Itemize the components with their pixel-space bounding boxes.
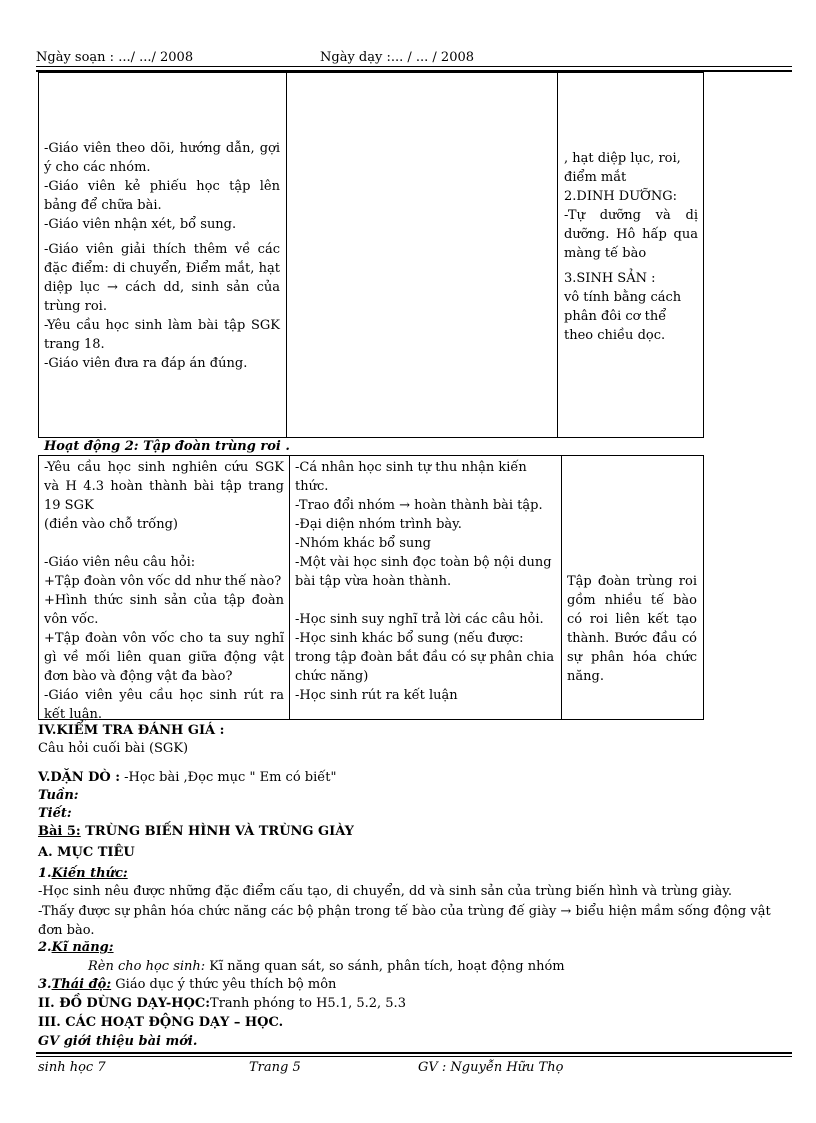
gioi-thieu: GV giới thiệu bài mới. — [38, 1034, 198, 1049]
t2-teacher-line: (điền vào chỗ trống) — [44, 517, 179, 532]
t2-content-text: Tập đoàn trùng roi gồm nhiều tế bào có roi liên kết tạo thành. Bước đầu có sự phân hóa chức năng. — [567, 574, 697, 684]
table-1-divider-2 — [557, 72, 558, 437]
do-dung — [38, 996, 406, 1011]
tuan-label: Tuần: — [38, 788, 79, 803]
t1-teacher-line: -Giáo viên kẻ phiếu học tập lên bảng để chữa bài. — [44, 179, 280, 213]
lesson-name: TRÙNG BIẾN HÌNH VÀ TRÙNG GIÀY — [80, 824, 354, 839]
footer-teacher: GV : Nguyễn Hữu Thọ — [418, 1060, 564, 1075]
do-dung-text: Tranh phóng to H5.1, 5.2, 5.3 — [210, 996, 406, 1011]
t1-content-line: , hạt diệp lục, roi, điểm mắt — [564, 151, 681, 185]
t2-student-line: -Cá nhân học sinh tự thu nhận kiến thức. — [295, 460, 527, 494]
ki-nang-text — [88, 959, 565, 974]
t2-teacher-line: -Giáo viên nêu câu hỏi: — [44, 555, 196, 570]
header-rule-thin — [36, 66, 792, 67]
t1-content-heading: 2.DINH DƯỠNG: — [564, 189, 677, 204]
lesson-title — [38, 824, 354, 839]
section-5 — [38, 770, 336, 785]
t1-content-heading: 3.SINH SẢN : — [564, 271, 656, 286]
t1-teacher-line: -Giáo viên giải thích thêm về các đặc điểm: di chuyển, Điểm mắt, hạt diệp lục → cách dd, sinh sản của trùng roi. — [44, 242, 280, 314]
ki-nang-body: Kĩ năng quan sát, so sánh, phân tích, hoạt động nhóm — [205, 959, 565, 974]
muc-tieu-heading: A. MỤC TIÊU — [38, 845, 135, 860]
kien-thuc-label: Kiến thức: — [51, 866, 128, 881]
activity-2-title: Hoạt động 2: Tập đoàn trùng roi . — [44, 439, 290, 454]
thai-do-text: Giáo dục ý thức yêu thích bộ môn — [111, 977, 337, 992]
kien-thuc-line-1: -Học sinh nêu được những đặc điểm cấu tạo, di chuyển, dd và sinh sản của trùng biến hình và trùng giày. — [38, 884, 733, 899]
table-1-divider-1 — [286, 72, 287, 437]
table-2-teacher-cell — [44, 458, 284, 724]
do-dung-label: II. ĐỒ DÙNG DẠY-HỌC: — [38, 996, 211, 1011]
table-1-content-cell — [564, 149, 698, 345]
lesson-label: Bài 5: — [38, 824, 81, 839]
t2-student-line: -Học sinh khác bổ sung (nếu được: trong tập đoàn bắt đầu có sự phân chia chức năng) — [295, 631, 555, 684]
t2-teacher-line: +Hình thức sinh sản của tập đoàn vôn vốc. — [44, 593, 284, 627]
t2-student-line: -Học sinh suy nghĩ trả lời các câu hỏi. — [295, 612, 544, 627]
t2-student-line: -Nhóm khác bổ sung — [295, 536, 431, 551]
thai-do — [38, 977, 336, 992]
section-5-title: V.DẶN DÒ : — [38, 770, 121, 785]
footer-subject: sinh học 7 — [38, 1060, 106, 1075]
thai-do-label: Thái độ: — [51, 977, 112, 992]
t2-teacher-line: -Yêu cầu học sinh nghiên cứu SGK và H 4.3 hoàn thành bài tập trang 19 SGK — [44, 460, 284, 513]
table-2-divider-2 — [561, 455, 562, 719]
t1-content-line: vô tính bằng cách phân đôi cơ thể theo chiều dọc. — [564, 290, 682, 343]
section-5-text: -Học bài ,Đọc mục " Em có biết" — [120, 770, 337, 785]
ngay-soan: Ngày soạn : .../ .../ 2008 — [36, 50, 194, 65]
t1-content-line: -Tự dưỡng và dị dưỡng. Hô hấp qua màng tế bào — [564, 208, 698, 261]
t2-student-line: -Học sinh rút ra kết luận — [295, 688, 458, 703]
tiet-label: Tiết: — [38, 806, 72, 821]
footer-rule-thin — [36, 1056, 792, 1057]
ki-nang-heading — [38, 940, 114, 955]
footer-rule-thick — [36, 1052, 792, 1054]
table-2-content-cell — [567, 572, 697, 686]
table-1-teacher-cell — [44, 139, 280, 373]
t2-student-line: -Trao đổi nhóm → hoàn thành bài tập. — [295, 498, 543, 513]
table-2-student-cell — [295, 458, 557, 705]
kien-thuc-heading — [38, 866, 128, 881]
kien-thuc-num: 1. — [38, 866, 52, 881]
t1-teacher-line: -Giáo viên nhận xét, bổ sung. — [44, 217, 237, 232]
ki-nang-num: 2. — [38, 940, 52, 955]
kien-thuc-line-2-text: -Thấy được sự phân hóa chức năng các bộ phận trong tế bào của trùng đế giày → biểu hiện mầm sống động vật đơn bào. — [38, 904, 771, 938]
t2-teacher-line: -Giáo viên yêu cầu học sinh rút ra kết luận. — [44, 688, 284, 722]
footer-page: Trang 5 — [249, 1060, 301, 1075]
t2-teacher-line: +Tập đoàn vôn vốc dd như thế nào? — [44, 574, 282, 589]
section-4-text: Câu hỏi cuối bài (SGK) — [38, 741, 189, 756]
t2-student-line: -Một vài học sinh đọc toàn bộ nội dung bài tập vừa hoàn thành. — [295, 555, 552, 589]
thai-do-num: 3. — [38, 977, 52, 992]
table-2-divider-1 — [289, 455, 290, 719]
t1-teacher-line: -Giáo viên theo dõi, hướng dẫn, gợi ý cho các nhóm. — [44, 141, 280, 175]
ngay-day: Ngày dạy :... / ... / 2008 — [320, 50, 475, 65]
t1-teacher-line: -Yêu cầu học sinh làm bài tập SGK trang 18. — [44, 318, 280, 352]
t2-teacher-line: +Tập đoàn vôn vốc cho ta suy nghĩ gì về mối liên quan giữa động vật đơn bào và động vật đa bào? — [44, 631, 284, 684]
section-4-title: IV.KIỂM TRA ĐÁNH GIÁ : — [38, 723, 225, 738]
ki-nang-lead: Rèn cho học sinh: — [88, 959, 206, 974]
t2-student-line: -Đại diện nhóm trình bày. — [295, 517, 462, 532]
ki-nang-label: Kĩ năng: — [51, 940, 114, 955]
hoat-dong-heading: III. CÁC HOẠT ĐỘNG DẠY – HỌC. — [38, 1015, 284, 1030]
t1-teacher-line: -Giáo viên đưa ra đáp án đúng. — [44, 356, 248, 371]
kien-thuc-line-2 — [38, 902, 794, 940]
